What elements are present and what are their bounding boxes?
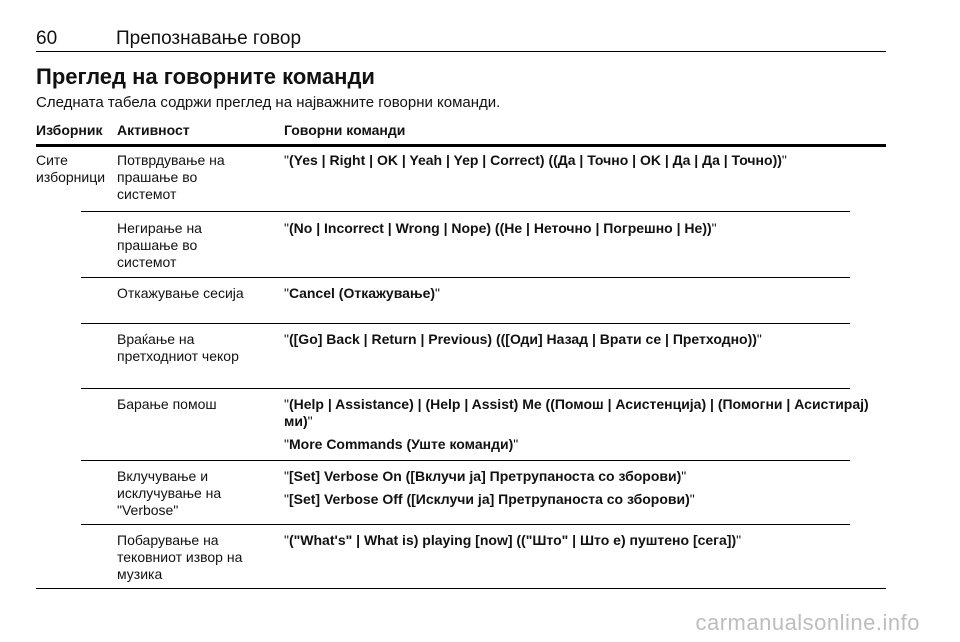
activity-cell: Побарување на тековниот извор на музика [117,532,243,582]
header-activity: Активност [117,122,190,138]
voice-command: "("What's" | What is) playing [now] (("Што" | Што е) пуштено [сега])" [284,532,742,548]
commands-cell [284,532,886,555]
row-divider [81,460,850,461]
activity-cell: Потврдување на прашање во системот [117,152,225,202]
page-title: Преглед на говорните команди [36,64,375,89]
row-divider [81,211,850,212]
header-commands: Говорни команди [284,122,406,138]
activity-cell: Вклучување и исклучување на "Verbose" [117,468,222,518]
commands-cell [284,285,886,308]
voice-command: "More Commands (Уште команди)" [284,436,519,452]
row-divider [81,524,850,525]
intro-text: Следната табела содржи преглед на најважните говорни команди. [36,94,501,111]
activity-cell: Откажување сесија [117,285,244,301]
page-header [36,28,886,52]
page-number: 60 [36,28,58,49]
table-header [36,122,886,144]
row-divider [81,277,850,278]
voice-command: "[Set] Verbose Off ([Исклучи ја] Претрупаноста со зборови)" [284,491,695,507]
menu-label: Сите изборници [36,152,106,185]
table-header-divider [36,144,886,147]
commands-cell [284,152,886,175]
voice-command: "(No | Incorrect | Wrong | Nope) ((Не | Неточно | Погрешно | Не))" [284,220,717,236]
commands-cell [284,396,886,459]
table-bottom-divider [36,588,886,589]
commands-cell [284,331,886,354]
row-divider [81,323,850,324]
voice-command: "Cancel (Откажување)" [284,285,441,301]
activity-cell: Негирање на прашање во системот [117,220,202,270]
header-divider [36,51,886,52]
header-menu: Изборник [36,122,103,138]
section-title: Препознавање говор [116,28,302,49]
row-divider [81,388,850,389]
voice-command: "(Help | Assistance) | (Help | Assist) Me ((Помош | Асистенција) | (Помогни | Асистирај) ми)" [284,396,869,429]
activity-cell: Барање помош [117,396,217,412]
voice-command: "(Yes | Right | OK | Yeah | Yep | Correct) ((Да | Точно | OK | Да | Да | Точно))" [284,152,787,168]
commands-cell [284,468,886,514]
voice-command: "([Go] Back | Return | Previous) (([Оди] Назад | Врати се | Претходно))" [284,331,762,347]
voice-command: "[Set] Verbose On ([Вклучи ја] Претрупаноста со зборови)" [284,468,687,484]
activity-cell: Враќање на претходниот чекор [117,331,239,364]
commands-cell [284,220,886,243]
watermark: carmanualsonline.info [695,610,920,635]
